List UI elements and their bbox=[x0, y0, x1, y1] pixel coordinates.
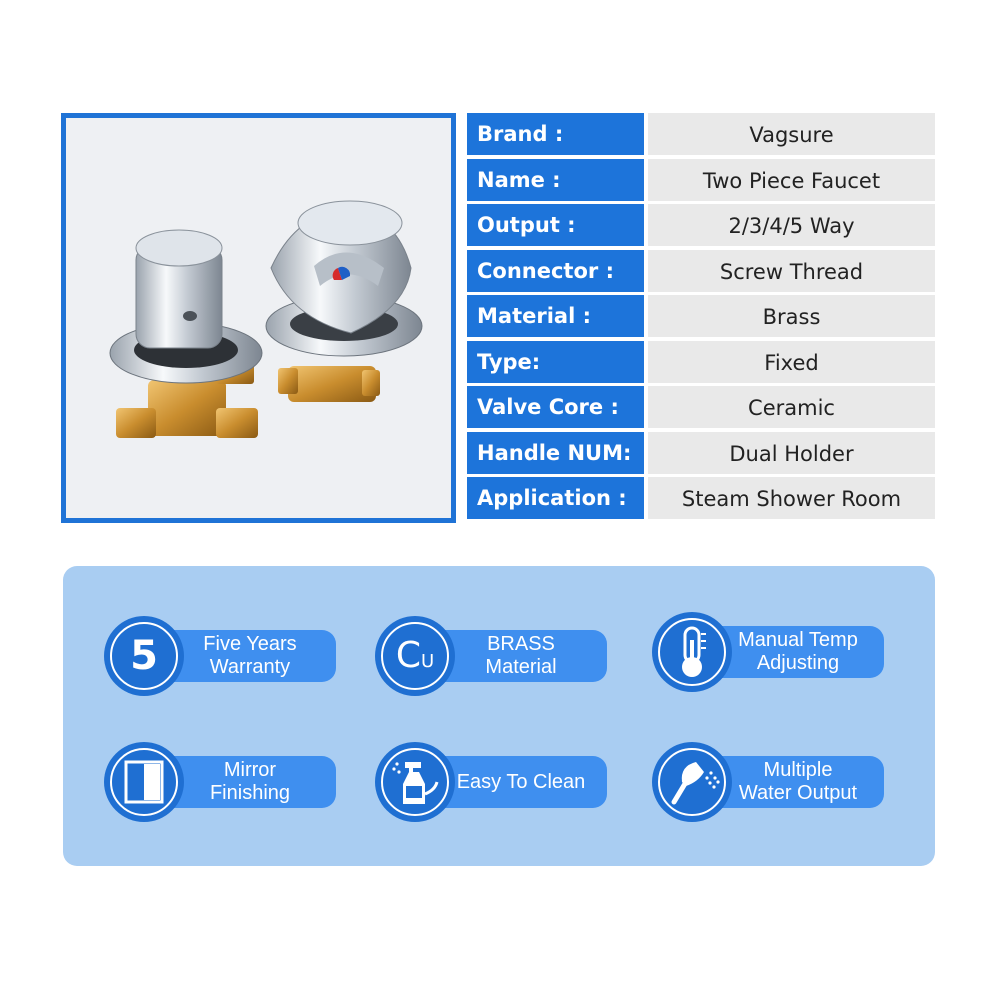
spec-label: Valve Core : bbox=[467, 386, 644, 428]
feature-label-line1: Manual Temp bbox=[738, 629, 858, 651]
feature-label-line1: Mirror bbox=[223, 759, 277, 781]
spec-value: Two Piece Faucet bbox=[648, 159, 935, 201]
product-photo bbox=[66, 118, 451, 518]
features-panel bbox=[63, 566, 935, 866]
copper-symbol-icon bbox=[375, 616, 455, 696]
spec-value: Brass bbox=[648, 295, 935, 337]
feature-label-line1: Multiple bbox=[763, 759, 833, 781]
feature-label bbox=[162, 756, 338, 808]
feature-label-line2: Warranty bbox=[209, 656, 291, 678]
spec-label: Connector : bbox=[467, 250, 644, 292]
feature-label-line2: Finishing bbox=[209, 782, 291, 804]
spray-bottle-icon bbox=[375, 742, 455, 822]
feature-brass bbox=[375, 616, 615, 696]
feature-warranty bbox=[104, 616, 344, 696]
spec-row-connector bbox=[467, 250, 935, 296]
feature-label bbox=[433, 630, 609, 682]
feature-water-output bbox=[652, 742, 892, 822]
feature-mirror bbox=[104, 742, 344, 822]
specs-table bbox=[467, 113, 935, 523]
feature-easy-clean bbox=[375, 742, 615, 822]
feature-label-line2: Material bbox=[485, 656, 557, 678]
spec-row-name bbox=[467, 159, 935, 205]
spec-row-type bbox=[467, 341, 935, 387]
spec-row-handle-num bbox=[467, 432, 935, 478]
mirror-icon bbox=[104, 742, 184, 822]
spec-value: Vagsure bbox=[648, 113, 935, 155]
feature-label-line1: Five Years bbox=[203, 633, 297, 655]
feature-label-line1: BRASS bbox=[487, 633, 555, 655]
number-5-icon bbox=[104, 616, 184, 696]
shower-head-icon bbox=[652, 742, 732, 822]
spec-label: Application : bbox=[467, 477, 644, 519]
spec-label: Type: bbox=[467, 341, 644, 383]
spec-value: Dual Holder bbox=[648, 432, 935, 474]
spec-row-output bbox=[467, 204, 935, 250]
spec-value: Ceramic bbox=[648, 386, 935, 428]
feature-manual-temp bbox=[652, 612, 892, 692]
thermometer-icon bbox=[652, 612, 732, 692]
spec-label: Handle NUM: bbox=[467, 432, 644, 474]
spec-row-brand bbox=[467, 113, 935, 159]
feature-label-line1: Easy To Clean bbox=[456, 770, 586, 793]
spec-row-material bbox=[467, 295, 935, 341]
feature-label bbox=[162, 630, 338, 682]
feature-label-line2: Water Output bbox=[738, 782, 858, 804]
spec-value: Screw Thread bbox=[648, 250, 935, 292]
spec-row-valve-core bbox=[467, 386, 935, 432]
spec-label: Brand : bbox=[467, 113, 644, 155]
spec-value: 2/3/4/5 Way bbox=[648, 204, 935, 246]
copper-symbol-sub: U bbox=[420, 651, 435, 672]
spec-value: Steam Shower Room bbox=[648, 477, 935, 519]
warranty-years-number: 5 bbox=[130, 633, 158, 679]
spec-label: Output : bbox=[467, 204, 644, 246]
feature-label-line2: Adjusting bbox=[756, 652, 840, 674]
spec-row-application bbox=[467, 477, 935, 523]
spec-value: Fixed bbox=[648, 341, 935, 383]
spec-label: Name : bbox=[467, 159, 644, 201]
spec-label: Material : bbox=[467, 295, 644, 337]
product-photo-frame bbox=[61, 113, 456, 523]
feature-label bbox=[710, 626, 886, 678]
copper-symbol-main: C bbox=[395, 635, 421, 676]
feature-label bbox=[433, 756, 609, 808]
feature-label bbox=[710, 756, 886, 808]
